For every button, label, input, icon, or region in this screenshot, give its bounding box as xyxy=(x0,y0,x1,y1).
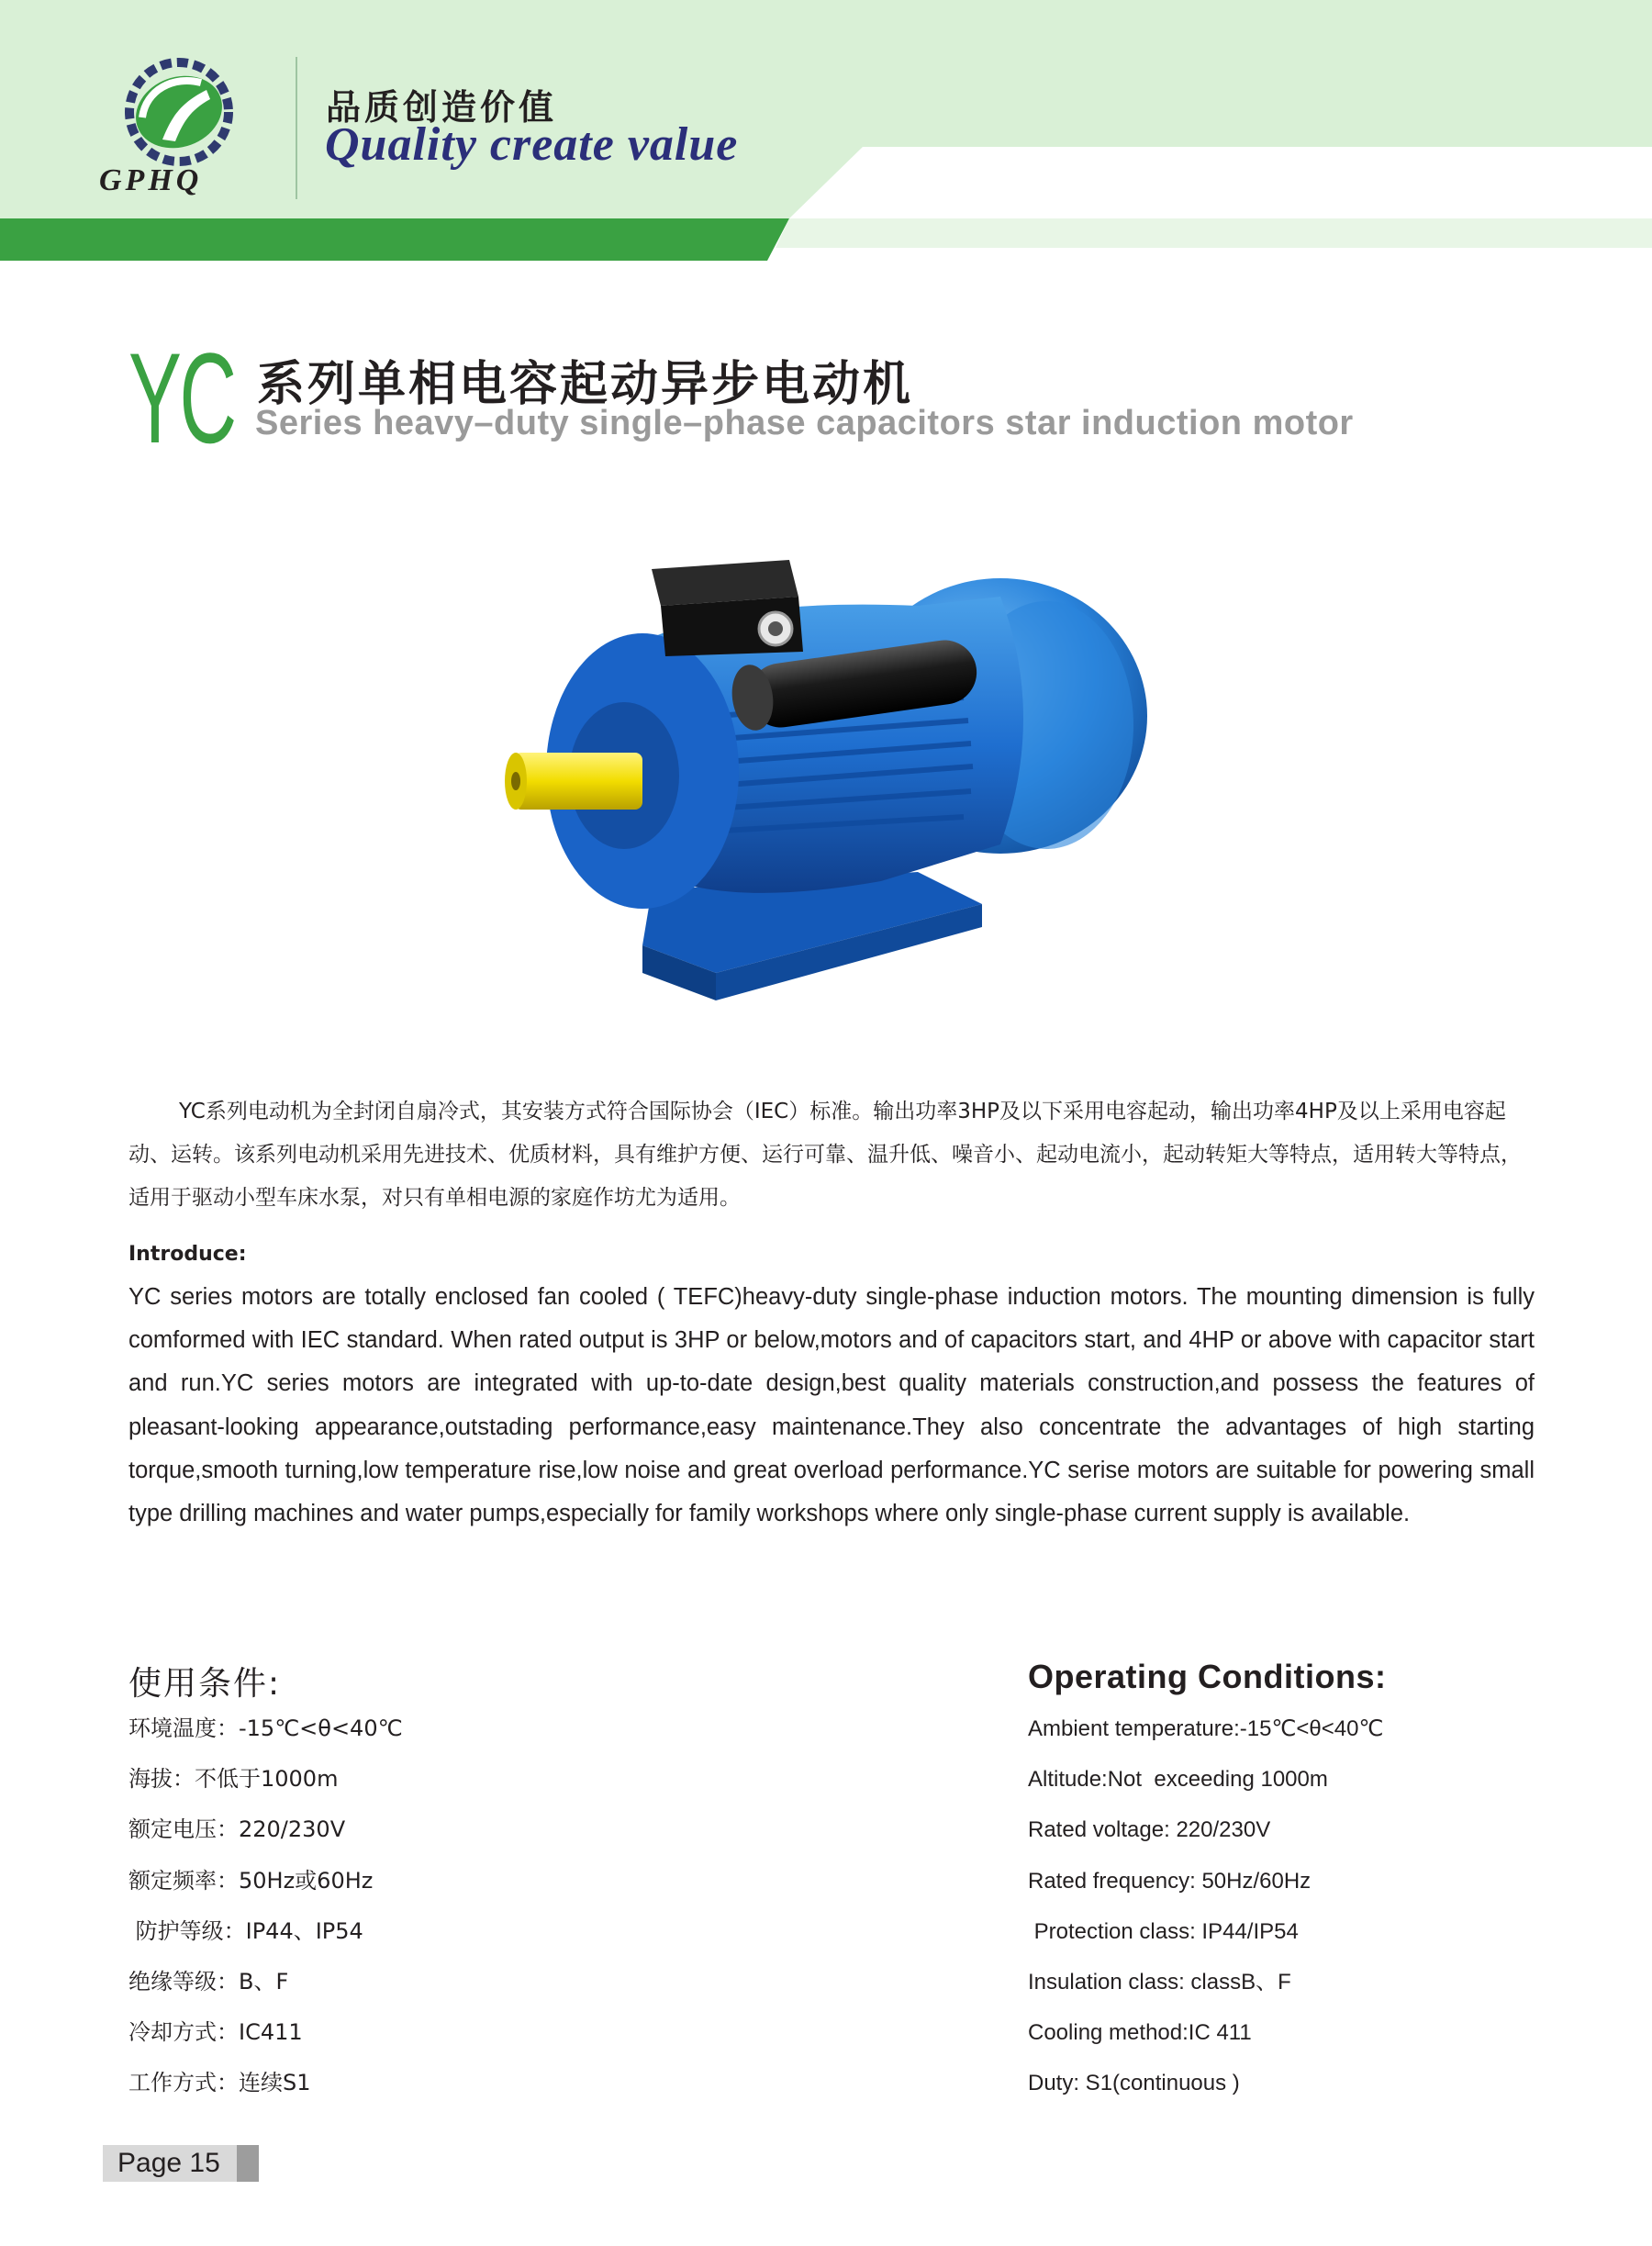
condition-item: 冷却方式：IC411 xyxy=(128,2019,303,2046)
description-chinese: YC系列电动机为全封闭自扇冷式，其安装方式符合国际协会（IEC）标准。输出功率3HP及以下采用电容起动，输出功率4HP及以上采用电容起动、运转。该系列电动机采用先进技术、优质材料，具有维护方便、运行可靠、温升低、噪音小、起动电流小，起动转矩大等特点，适用转大等特点，适用于驱动小型车床水泵，对只有单相电源的家庭作坊尤为适用。 xyxy=(128,1100,1522,1210)
condition-item: Rated frequency: 50Hz/60Hz xyxy=(1028,1868,1312,1894)
condition-item: Rated voltage: 220/230V xyxy=(1028,1817,1271,1843)
condition-item: 海拔：不低于1000m xyxy=(128,1766,339,1793)
condition-item: Cooling method:IC 411 xyxy=(1028,2020,1252,2046)
introduce-label: Introduce: xyxy=(128,1243,247,1266)
condition-item: 额定频率：50Hz或60Hz xyxy=(128,1867,374,1894)
condition-item: Duty: S1(continuous ) xyxy=(1028,2071,1240,2096)
conditions-english-list xyxy=(1028,1704,1383,2109)
slogan-english: Quality create value xyxy=(325,118,739,171)
model-title: YC xyxy=(128,326,235,470)
conditions-chinese-list xyxy=(128,1704,403,2109)
condition-item: Protection class: IP44/IP54 xyxy=(1028,1918,1299,1944)
condition-item: 工作方式：连续S1 xyxy=(128,2070,311,2096)
condition-item: Ambient temperature:-15℃<θ<40℃ xyxy=(1028,1716,1384,1741)
motor-image xyxy=(486,542,1147,1000)
header-divider xyxy=(296,57,297,199)
condition-item: 环境温度：-15℃<θ<40℃ xyxy=(128,1715,403,1741)
title-english: Series heavy–duty single–phase capacitors star induction motor xyxy=(255,404,1354,442)
condition-item: Altitude:Not exceeding 1000m xyxy=(1028,1767,1328,1793)
brand-name: GPHQ xyxy=(99,163,203,197)
introduce-text: YC series motors are totally enclosed fan cooled ( TEFC)heavy-duty single-phase induction motors. The mounting dimension is fully comformed with IEC standard. When rated output is 3HP or below,motors and of capacitors start, and 4HP or above with capacitor start and run.YC series motors are integrated with up-to-date design,best quality materials construction,and possess the features of pleasant-looking appearance,outstading performance,easy maintenance.They also concentrate the advantages of high starting torque,smooth turning,low temperature rise,low noise and great overload performance.YC serise motors are suitable for powering small type drilling machines and water pumps,especially for family workshops where only single-phase current supply is available. xyxy=(128,1284,1535,1527)
slogan-chinese: 品质创造价值 xyxy=(326,87,558,128)
page-number: Page 15 xyxy=(117,2148,220,2178)
page-marker xyxy=(237,2145,259,2182)
condition-item: Insulation class: classB、F xyxy=(1028,1969,1291,1995)
conditions-chinese-title: 使用条件: xyxy=(128,1665,282,1703)
title-chinese: 系列单相电容起动异步电动机 xyxy=(257,357,914,412)
condition-item: 额定电压：220/230V xyxy=(128,1816,346,1843)
condition-item: 防护等级：IP44、IP54 xyxy=(128,1917,363,1944)
condition-item: 绝缘等级：B、F xyxy=(128,1968,289,1995)
conditions-english-title: Operating Conditions: xyxy=(1028,1658,1387,1695)
page-header xyxy=(0,0,1652,266)
